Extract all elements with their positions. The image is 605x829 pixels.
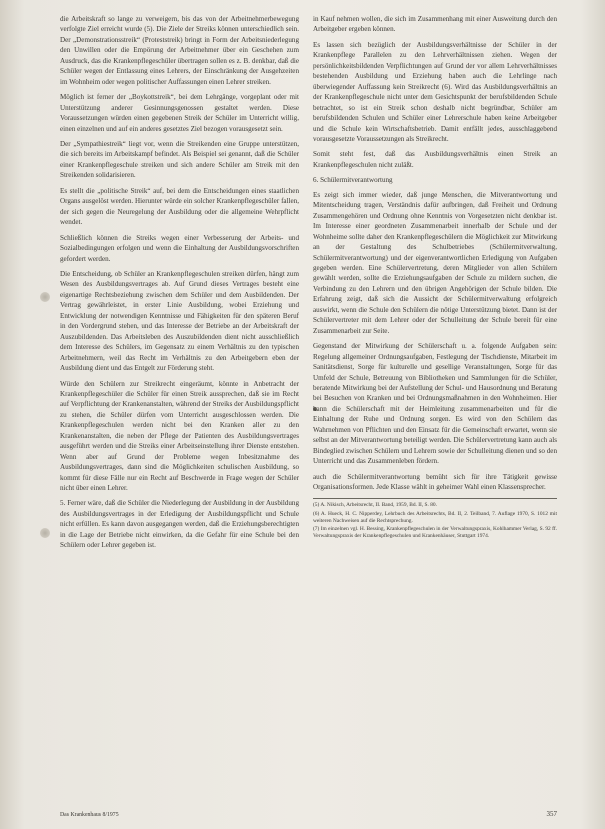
footnotes bbox=[313, 498, 557, 540]
paragraph: Die Entscheidung, ob Schüler an Krankenpflegeschulen streiken dürfen, hängt zum Wesen des Ausbildungsvertrages ab. Auf Grund dieses Vertrages besteht eine eigenartige Rechtsbeziehung zwischen dem Schüler und dem Ausbildenden. Der Vertrag gewährleistet, in erster Linie Ausbildung, wobei Erziehung und Entwicklung der notwendigen Kenntnisse und Fähigkeiten für den späteren Beruf in den Vordergrund stehen, und das Interesse der Betriebe an der Arbeitskraft der Auszubildenden. Das Arbeitsleben des Auszubildenden dient nicht ausschließlich dem Interesse des Schülers, im Gegensatz zu einem Verhältnis zu den typischen Arbeitnehmern, weil das Recht im Verhältnis zu den Arbeitgebern eben der Ausbildung dient und das Entgelt zur Förderung steht. bbox=[60, 269, 299, 373]
paragraph: Es lassen sich bezüglich der Ausbildungsverhältnisse der Schüler in der Krankenpflege Parallelen zu den Lehrverhältnissen ziehen. Wegen der persönlichkeitsbildenden Verpflichtungen auf Grund der vor allem Lehrverhältnisses bestehenden Ausbildung und Erziehung haben auch die Lehrlinge nach überwiegender Auffassung kein Streikrecht (6). Wird das Ausbildungsverhältnis an der Krankenpflegeschule nicht unter dem Gesichtspunkt der berufsbildenden Schule betrachtet, so ist ein Streik schon deshalb nicht begründbar, Schüler am berufsbildenden Schulen und Schüler einer Lehrerschule haben keine Arbeitgeber und die Schule kein Wirtschaftsbetrieb. Damit entfällt jedes, ausschlaggebend vorausgesetzte Voraussetzungen als Streikrecht. bbox=[313, 40, 557, 143]
footnote: (5) A. Nikisch, Arbeitsrecht, II. Band, 1959, Bd. II, S. 80. bbox=[313, 502, 437, 509]
page-number: 357 bbox=[546, 810, 557, 818]
right-column bbox=[313, 14, 557, 542]
paragraph: Der „Sympathiestreik“ liegt vor, wenn die Streikenden eine Gruppe unterstützen, die sich bereits im Arbeitskampf befindet. Als Beispiel sei genannt, daß die Schüler einer Krankenpflegeschule streiken und sich andere Schüler am Streik mit den Streikenden solidarisieren. bbox=[60, 139, 299, 180]
paragraph: Möglich ist ferner der „Boykottstreik“, bei dem Lehrgänge, vorgeplant oder mit Unterstützung anderer Gesinnungsgenossen gestaltet werden. Diese Voraussetzungen würden einen gegebenen Streik der Schüler im Unterricht willig, einen einzelnen und auf ein anderes gesetztes Ziel bezogen vorausgesetzt sein. bbox=[60, 93, 299, 133]
paragraph: Gegenstand der Mitwirkung der Schülerschaft u. a. folgende Aufgaben sein: Regelung allgemeiner Ordnungsaufgaben, Festlegung der Tischdienste, Mitarbeit im Sanitätsdienst, Sorge für kulturelle und gesellige Veranstaltungen, Sorge für das Umfeld der Schule, Betreuung von Bibliotheken und Sammlungen für die Schüler, beratende Mitwirkung bei der Aufstellung der Schul- und Hausordnung und Beratung bei Besuchen von Kranken und bei Ordnungsmaßnahmen in den Wohnheimen. Hier kann die Schülerschaft mit der Heimleitung zusammenarbeiten und für die Einhaltung der Ruhe und Ordnung sorgen. Es wird von den Schülern das Wahrnehmen von Pflichten und den Einsatz für die Gemeinschaft erwartet, wenn sie selbst an der Mitverantwortung beteiligt werden. Die Schülervertretung kann auch als Bindeglied zwischen Schülern und Lehrern sowie der Schulleitung dienen und so den Unterricht und das Zusammenleben fördern. bbox=[313, 342, 557, 466]
left-column bbox=[60, 14, 299, 551]
punch-hole bbox=[40, 528, 50, 538]
paragraph: Es zeigt sich immer wieder, daß junge Menschen, die Mitverantwortung und Mitentscheidung tragen, Verständnis dafür aufbringen, daß Freiheit und Ordnung Zusammengehören und Ordnung ohne Kenntnis von Vorgesetzten nicht denkbar ist. Im Interesse einer geordneten Zusammenarbeit innerhalb der Schule und der Wohnheime sollte daher den Krankenpflegeschülern die Möglichkeit zur Mitwirkung an der Gestaltung des Schulbetriebes (Schülermitverwaltung, Schülermitverantwortung) und der eigenverantwortlichen Erledigung von Aufgaben gegeben werden. Eine Schülervertretung, deren Mitglieder von allen Schülern gewählt werden, sollte die Erziehungsaufgaben der Schule zu mildern suchen, die Verbindung zu den Lehrern und den übrigen Angehörigen der Schule bilden. Die Erfahrung zeigt, daß sich die Aussicht der Schülermitverwaltung erfolgreich auswirkt, wenn die Schule den Schülern die nötige Unterstützung bietet. Dann ist der Schülervertreter mit dem Lehrer oder der Schulleitung der Schule bereit für eine Zusammenarbeit zur Seite. bbox=[313, 190, 557, 335]
paragraph: Schließlich können die Streiks wegen einer Verbesserung der Arbeits- und Sozialbedingungen erfolgen und wenn die Einhaltung der Ausbildungsvorschriften gefordert werden. bbox=[60, 233, 299, 263]
footnote: (7) Im einzelnen vgl. H. Bessing, Krankenpflegeschulen in der Verwaltungspraxis, Kohlhammer Verlag, S. 92 ff. Verwaltungspraxis der Krankenpflegeschulen und Krankenhäuser, Stuttgart 1974. bbox=[313, 526, 557, 540]
paragraph: Es stellt die „politische Streik“ auf, bei dem die Entscheidungen eines staatlichen Organs ausgelöst werden. Hierunter würde ein solcher Krankenpflegeschüler fallen, der sich gegen die Neuregelung der Ausbildung oder die allgemeine Wehrpflicht wendet. bbox=[60, 186, 299, 227]
footnote: (6) A. Hueck, H. C. Nipperdey, Lehrbuch des Arbeitsrechts, Bd. II, 2. Teilband, 7. Auflage 1970, S. 1012 mit weiteren Nachweisen auf die Rechtsprechung. bbox=[313, 510, 557, 524]
journal-name: Das Krankenhaus 8/1975 bbox=[60, 812, 119, 818]
paragraph: in Kauf nehmen wollen, die sich im Zusammenhang mit einer Ausweitung durch den Arbeitgeber ergeben können. bbox=[313, 15, 557, 34]
punch-hole bbox=[40, 292, 50, 302]
paragraph: auch die Schülermitverantwortung bemüht sich für ihre Tätigkeit gewisse Organisationsformen. Jede Klasse wählt in geheimer Wahl einen Klassensprecher. bbox=[313, 472, 557, 492]
paragraph: die Arbeitskraft so lange zu verweigern, bis das von der Arbeitnehmerbewegung verfolgte Ziel erreicht wurde (5). Die Ziele der Streiks können unterschiedlich sein. Der „Demonstrationsstreik“ (Proteststreik) bringt in Form der Arbeitsniederlegung den Unwillen oder die Empörung der Arbeitnehmer über ein Geschehen zum Ausdruck, das die Krankenpflegeschüler übertragen sollen es z. B. denkbar, daß die Schüler wegen der Entlassung eines Lehrers, der Einschränkung der Ausgehzeiten im Wohnheim oder wegen politischer Auffassungen einen Lehrer streiken. bbox=[60, 15, 299, 86]
paragraph: 5. Ferner wäre, daß die Schüler die Niederlegung der Ausbildung in der Ausbildung des Ausbildungsvertrages in der Erledigung der Ausbildungspflicht und Schule nicht erfüllen. Es kann davon ausgegangen werden, daß die Erziehungsberechtigten in die Lage der Betriebe nicht einwirken, da die Gefahr für eine Schule bei den Schülern oder Lehrer gegeben ist. bbox=[60, 499, 299, 550]
paragraph: Somit steht fest, daß das Ausbildungsverhältnis einen Streik an Krankenpflegeschulen nicht zuläßt. bbox=[313, 150, 557, 169]
section-heading: 6. Schülermitverantwortung bbox=[313, 176, 393, 185]
paragraph: Würde den Schülern zur Streikrecht eingeräumt, könnte in Anbetracht der Krankenpflegeschüler die Schüler für einen Streik aussprechen, daß sie im Recht auf Verpflichtung der Krankenanstalten, während der Streiks der Ausbildungspflicht zu stehen, die Schüler dürfen vom Unterricht ausgeschlossen werden. Die Krankenpflegeschulen werden nicht bei den Kranken aller zu den Krankenanstalten, die neben der Pflege der Patienten des Ausbildungsvertrages ausgeführt werden und die Streiks einer Arbeitseinstellung ihrer Dienste entstehen. Wenn aber auf Grund der Probleme wegen Inbesitznahme des Ausbildungsvertrages, dann sind die Möglichkeiten schulischen Ausbildung, so kommt für diese Fälle nur ein Recht auf Beschwerde in Frage wegen der Schüler nicht über einen Lehrer. bbox=[60, 379, 299, 493]
